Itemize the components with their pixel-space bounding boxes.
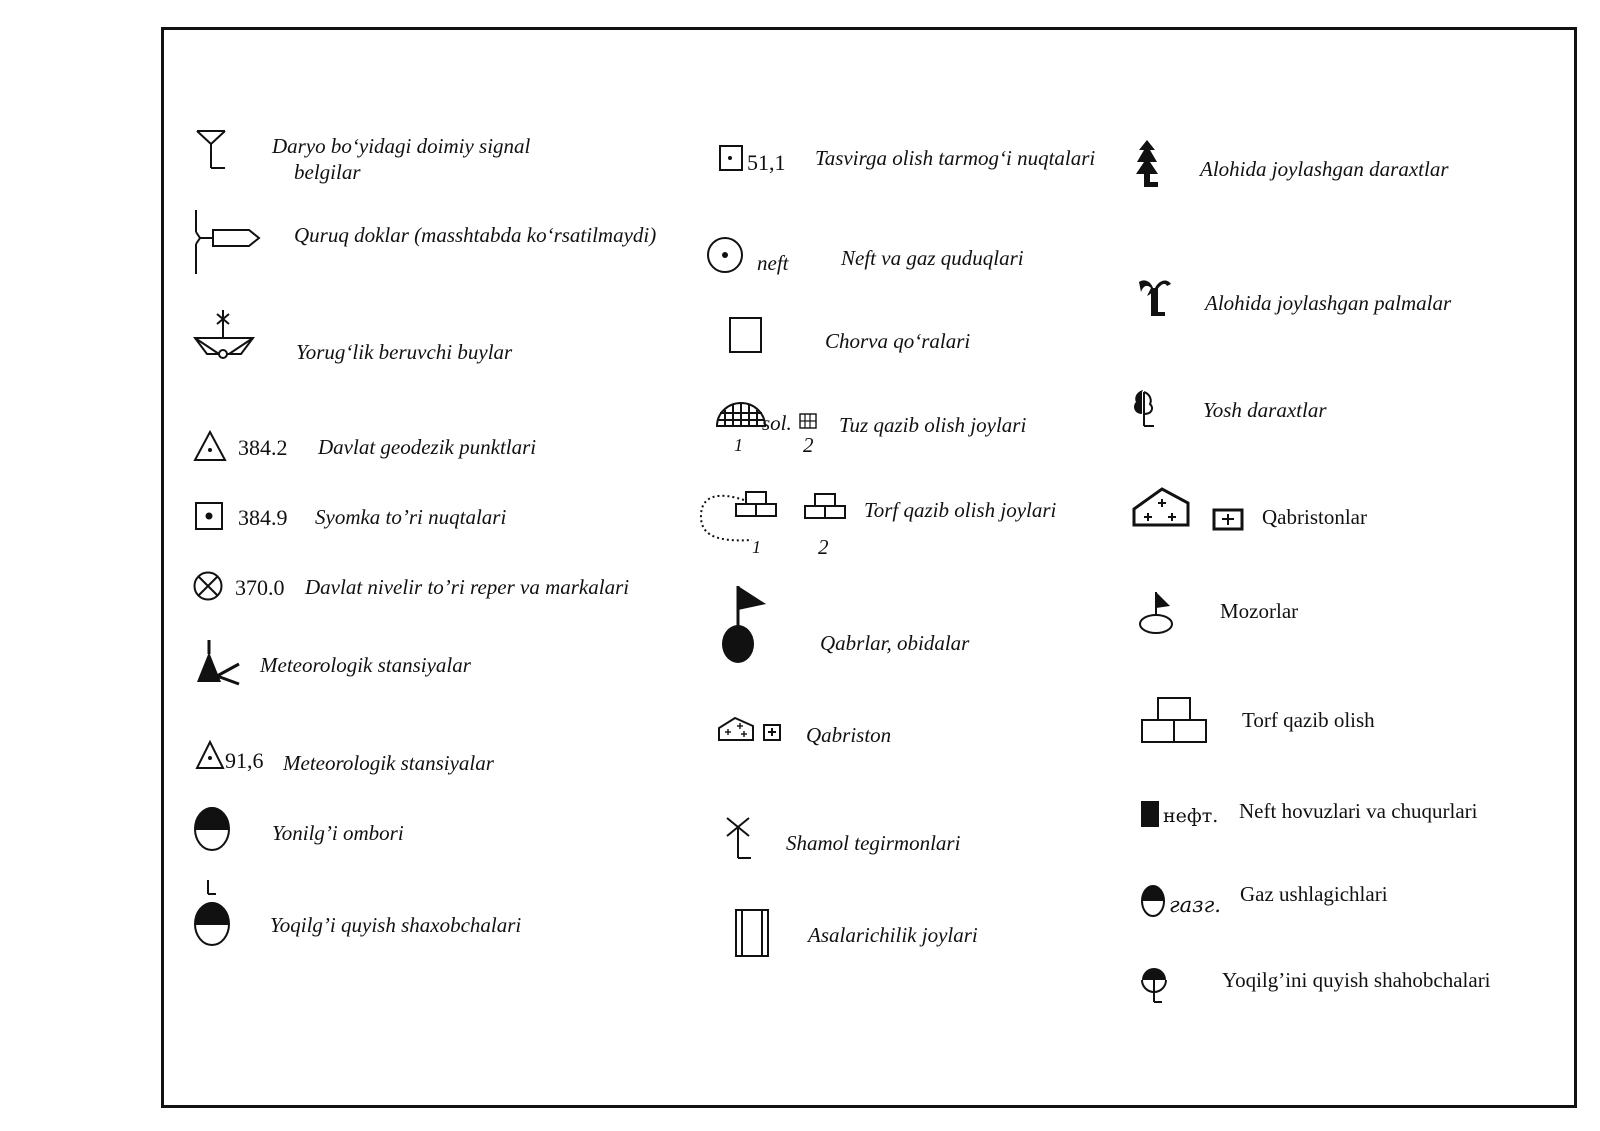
peat-blocks-small-icon: [803, 492, 847, 520]
cemeteries-label: Qabristonlar: [1262, 505, 1367, 529]
signal-label-line2: belgilar: [294, 160, 361, 184]
shrine-label: Mozorlar: [1220, 599, 1299, 623]
geodetic-point-icon: [192, 430, 228, 462]
survey-value: 384.9: [238, 505, 288, 530]
cemetery-plot-icon: [1212, 508, 1244, 532]
shrine-flag-icon: [1138, 590, 1176, 638]
signal-mast-icon: [195, 128, 235, 174]
peat-note-2: 2: [818, 535, 829, 559]
palm-tree-icon: [1137, 274, 1173, 318]
grave-flag-icon: [720, 586, 770, 666]
young-tree-label: Yosh daraxtlar: [1203, 398, 1327, 422]
oil-pit-icon: [1140, 800, 1160, 828]
signal-label: Daryo bo‘yidagi doimiy signal: [272, 134, 531, 158]
windmill-icon: [723, 816, 757, 860]
light-buoy-icon: [193, 308, 255, 362]
oil-pit-value: нефт.: [1163, 805, 1219, 827]
livestock-pen-icon: [728, 316, 764, 354]
triangle-point-value: 91,6: [225, 748, 264, 773]
grave-flag-label: Qabrlar, obidalar: [820, 631, 970, 655]
gas-holder-icon: [1140, 884, 1166, 920]
fuel-depot-label: Yonilg’i ombori: [272, 821, 404, 845]
benchmark-value: 370.0: [235, 575, 285, 600]
geodetic-value: 384.2: [238, 435, 288, 460]
benchmark-label: Davlat nivelir to’ri reper va markalari: [305, 575, 630, 599]
peat-site-label: Torf qazib olish joylari: [864, 498, 1057, 522]
oil-pit-label: Neft hovuzlari va chuqurlari: [1239, 799, 1478, 823]
fuel-pump-icon: [1140, 966, 1168, 1006]
imaging-point-value: 51,1: [747, 150, 786, 175]
peat-blocks-label: Torf qazib olish: [1242, 708, 1375, 732]
apiary-icon: [734, 908, 772, 960]
fuel-pump-label: Yoqilg’ini quyish shahobchalari: [1222, 968, 1491, 992]
cemetery-icon: [717, 716, 783, 744]
fuel-station-icon: [193, 880, 231, 948]
salt-note-2: 2: [803, 433, 814, 457]
apiary-label: Asalarichilik joylari: [808, 923, 978, 947]
windmill-label: Shamol tegirmonlari: [786, 831, 961, 855]
gas-holder-value: газг.: [1169, 893, 1221, 917]
livestock-pen-label: Chorva qo‘ralari: [825, 329, 971, 353]
weather-station-label: Meteorologik stansiyalar: [260, 653, 471, 677]
salt-mine-icon: [715, 400, 767, 430]
gas-holder-label: Gaz ushlagichlari: [1240, 882, 1388, 906]
salt-mine-label: Tuz qazib olish joylari: [839, 413, 1027, 437]
cemetery-large-icon: [1132, 485, 1192, 529]
salt-mine-value: sol.: [762, 411, 792, 435]
young-tree-icon: [1130, 390, 1160, 430]
survey-label: Syomka to’ri nuqtalari: [315, 505, 507, 529]
triangle-point-icon: [195, 740, 225, 770]
single-tree-label: Alohida joylashgan daraxtlar: [1200, 157, 1449, 181]
salt-grid-icon: [799, 413, 817, 429]
palm-tree-label: Alohida joylashgan palmalar: [1205, 291, 1452, 315]
imaging-point-icon: [718, 144, 744, 172]
fuel-depot-icon: [193, 805, 231, 853]
fuel-station-label: Yoqilg’i quyish shaxobchalari: [270, 913, 522, 937]
dry-dock-label: Quruq doklar (masshtabda ko‘rsatilmaydi): [294, 223, 657, 247]
benchmark-icon: [192, 570, 224, 602]
single-tree-icon: [1133, 140, 1161, 190]
triangle-point-label: Meteorologik stansiyalar: [283, 751, 494, 775]
oil-well-value: neft: [757, 251, 789, 275]
peat-note-1: 1: [752, 537, 761, 557]
salt-note-1: 1: [734, 435, 743, 455]
survey-point-icon: [194, 501, 224, 531]
oil-well-icon: [706, 236, 744, 274]
peat-blocks-icon: [1140, 696, 1210, 744]
cemetery-label: Qabriston: [806, 723, 892, 747]
geodetic-label: Davlat geodezik punktlari: [318, 435, 537, 459]
dry-dock-icon: [193, 210, 265, 276]
imaging-point-label: Tasvirga olish tarmog‘i nuqtalari: [815, 146, 1096, 170]
peat-site-icon: [698, 490, 782, 556]
weather-station-icon: [195, 640, 245, 688]
oil-well-label: Neft va gaz quduqlari: [841, 246, 1024, 270]
light-buoy-label: Yorug‘lik beruvchi buylar: [296, 340, 513, 364]
